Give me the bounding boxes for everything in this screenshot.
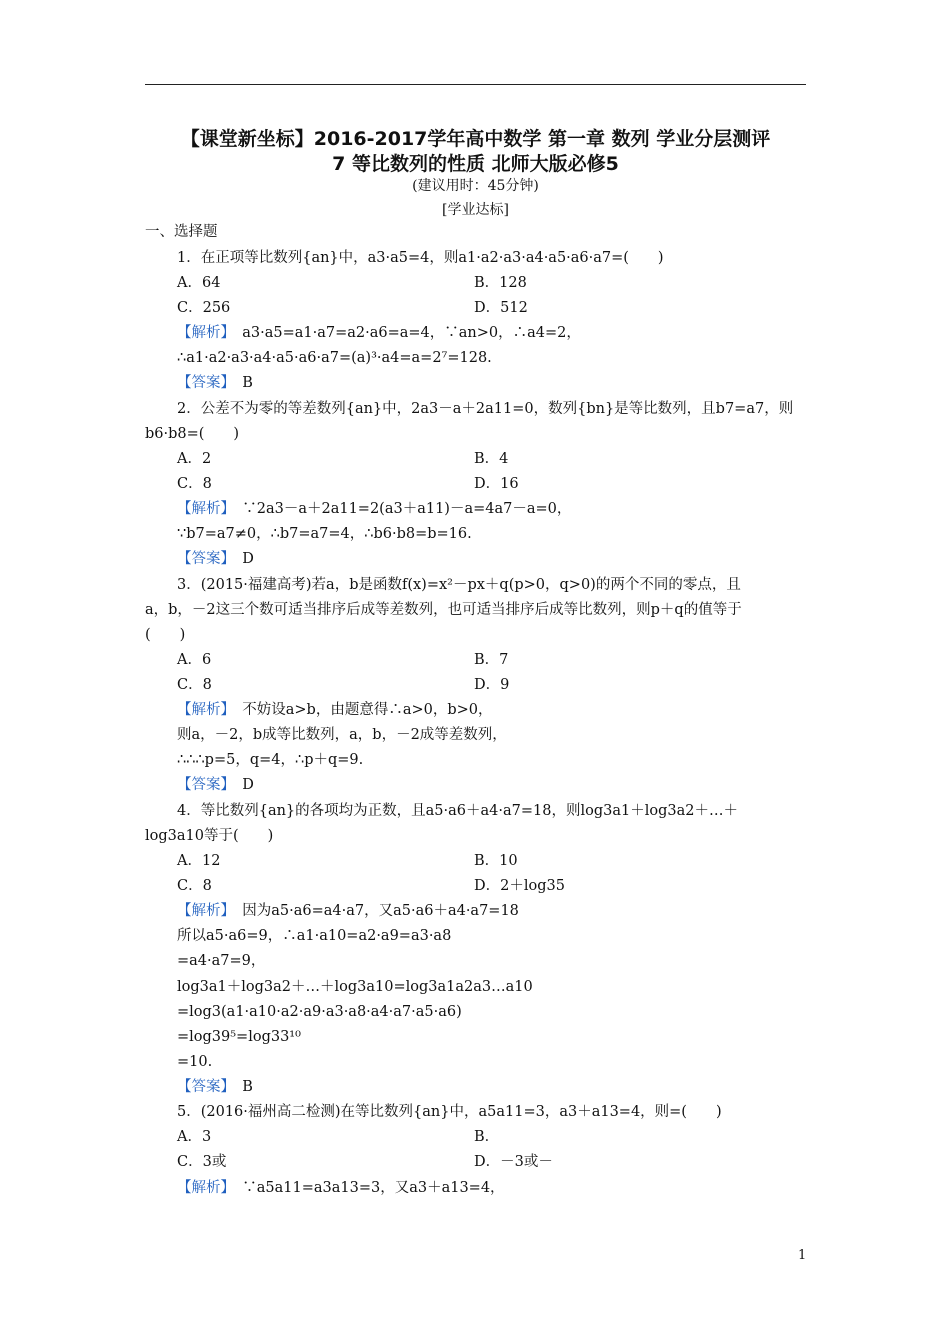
line-text: ∵a5a11=a3a13=3，又a3＋a13=4，	[227, 1180, 505, 1196]
text-line	[177, 474, 212, 494]
text-line	[177, 901, 519, 921]
text-line	[474, 851, 518, 871]
line-text: B．4	[474, 451, 509, 467]
text-line	[177, 348, 492, 368]
section-tag: [学业达标]	[442, 202, 509, 218]
line-text: a，b，－2这三个数可适当排序后成等差数列，也可适当排序后成等比数列，则p＋q的值等于	[145, 602, 742, 618]
text-line	[177, 399, 793, 419]
answer-label: 【解析】	[177, 1180, 228, 1196]
text-line	[145, 424, 239, 444]
line-text: 因为a5·a6=a4·a7，又a5·a6＋a4·a7=18	[227, 903, 519, 919]
line-text: C．8	[177, 476, 212, 492]
line-text: 2．公差不为零的等差数列{an}中，2a3－a＋2a11=0，数列{bn}是等比数列，且b7=a7，则	[177, 401, 794, 417]
line-text: A．2	[177, 451, 212, 467]
line-text: a3·a5=a1·a7=a2·a6=a=4，∵an>0，∴a4=2，	[227, 325, 581, 341]
part-heading: 一、选择题	[145, 224, 218, 240]
line-text: =log3(a1·a10·a2·a9·a3·a8·a4·a7·a5·a6)	[177, 1004, 462, 1020]
text-line	[177, 373, 253, 393]
time-note: (建议用时：45分钟)	[412, 178, 539, 194]
text-line	[474, 273, 527, 293]
line-text: A．3	[177, 1129, 212, 1145]
text-line	[177, 298, 230, 318]
doc-title-line2: 7 等比数列的性质 北师大版必修5	[332, 153, 619, 175]
line-text: ( )	[145, 627, 186, 643]
text-line	[177, 1052, 212, 1072]
line-text: C．256	[177, 300, 231, 316]
text-line	[177, 951, 265, 971]
line-text: ∴∴∴p=5，q=4，∴p＋q=9.	[177, 752, 364, 768]
text-line	[177, 725, 507, 745]
text-line	[177, 323, 581, 343]
text-line	[177, 1127, 211, 1147]
line-text: ∵b7=a7≠0，∴b7=a7=4，∴b6·b8=b=16.	[177, 526, 472, 542]
line-text: 3．(2015·福建高考)若a，b是函数f(x)=x²－px＋q(p>0，q>0)的两个不同的零点，且	[177, 577, 741, 593]
answer-label: 【答案】	[177, 1079, 228, 1095]
text-line	[177, 876, 212, 896]
answer-label: 【答案】	[177, 777, 228, 793]
text-line	[177, 1178, 505, 1198]
line-text: ∵2a3－a＋2a11=2(a3＋a11)－a=4a7－a=0，	[227, 501, 572, 517]
line-text: C．8	[177, 878, 212, 894]
line-text: B．7	[474, 652, 509, 668]
text-line	[474, 650, 508, 670]
text-line	[474, 298, 528, 318]
text-line	[145, 600, 742, 620]
text-line	[177, 449, 211, 469]
line-text: log3a10等于( )	[145, 828, 274, 844]
text-line	[474, 1127, 499, 1147]
line-text: B．128	[474, 275, 527, 291]
line-text: 5．(2016·福州高二检测)在等比数列{an}中，a5a11=3，a3＋a13=4，则=( )	[177, 1104, 722, 1120]
text-line	[177, 977, 533, 997]
text-line	[177, 1152, 226, 1172]
answer-label: 【答案】	[177, 551, 228, 567]
line-text: B．10	[474, 853, 518, 869]
text-line	[474, 449, 508, 469]
text-line	[177, 650, 211, 670]
text-line	[145, 625, 185, 645]
text-line	[177, 750, 363, 770]
line-text: B	[227, 375, 253, 391]
line-text: D．512	[474, 300, 528, 316]
line-text: A．6	[177, 652, 212, 668]
line-text: 所以a5·a6=9，∴a1·a10=a2·a9=a3·a8	[177, 928, 452, 944]
line-text: B．	[474, 1129, 500, 1145]
line-text: C．8	[177, 677, 212, 693]
text-line	[177, 675, 212, 695]
line-text: A．12	[177, 853, 221, 869]
line-text: D	[227, 777, 254, 793]
line-text: C．3或	[177, 1154, 227, 1170]
text-line	[177, 1027, 301, 1047]
text-line	[474, 474, 519, 494]
text-line	[177, 801, 738, 821]
text-line	[177, 926, 451, 946]
line-text: 则a，－2，b成等比数列，a，b，－2成等差数列，	[177, 727, 507, 743]
text-line	[177, 1077, 253, 1097]
answer-label: 【解析】	[177, 325, 228, 341]
text-line	[177, 1102, 722, 1122]
text-line	[474, 876, 565, 896]
text-line	[474, 1152, 553, 1172]
doc-title-line1: 【课堂新坐标】2016-2017学年高中数学 第一章 数列 学业分层测评	[180, 128, 771, 150]
line-text: =log39⁵=log33¹⁰	[177, 1029, 301, 1045]
line-text: =10.	[177, 1054, 213, 1070]
line-text: D	[227, 551, 254, 567]
answer-label: 【答案】	[177, 375, 228, 391]
header-rule	[145, 84, 806, 85]
line-text: =a4·a7=9，	[177, 953, 266, 969]
text-line	[145, 826, 273, 846]
text-line	[177, 700, 493, 720]
line-text: D．16	[474, 476, 519, 492]
line-text: D．9	[474, 677, 510, 693]
line-text: ∴a1·a2·a3·a4·a5·a6·a7=(a)³·a4=a=2⁷=128.	[177, 350, 492, 366]
text-line	[177, 549, 254, 569]
text-line	[177, 775, 254, 795]
answer-label: 【解析】	[177, 903, 228, 919]
text-line	[177, 499, 571, 519]
line-text: 1．在正项等比数列{an}中，a3·a5=4，则a1·a2·a3·a4·a5·a6·a7=( )	[177, 250, 664, 266]
text-line	[177, 575, 741, 595]
text-line	[177, 1002, 462, 1022]
answer-label: 【解析】	[177, 501, 228, 517]
line-text: 4．等比数列{an}的各项均为正数，且a5·a6＋a4·a7=18，则log3a1＋log3a2＋…＋	[177, 803, 738, 819]
text-line	[177, 851, 220, 871]
text-line	[177, 524, 472, 544]
line-text: D．－3或－	[474, 1154, 553, 1170]
line-text: 不妨设a>b，由题意得∴a>0，b>0，	[227, 702, 493, 718]
page-number: 1	[798, 1248, 807, 1263]
text-line	[177, 273, 220, 293]
line-text: A．64	[177, 275, 221, 291]
line-text: b6·b8=( )	[145, 426, 240, 442]
line-text: D．2＋log35	[474, 878, 565, 894]
line-text: B	[227, 1079, 253, 1095]
text-line	[474, 675, 509, 695]
line-text: log3a1＋log3a2＋…＋log3a10=log3a1a2a3…a10	[177, 979, 533, 995]
answer-label: 【解析】	[177, 702, 228, 718]
text-line	[177, 248, 664, 268]
